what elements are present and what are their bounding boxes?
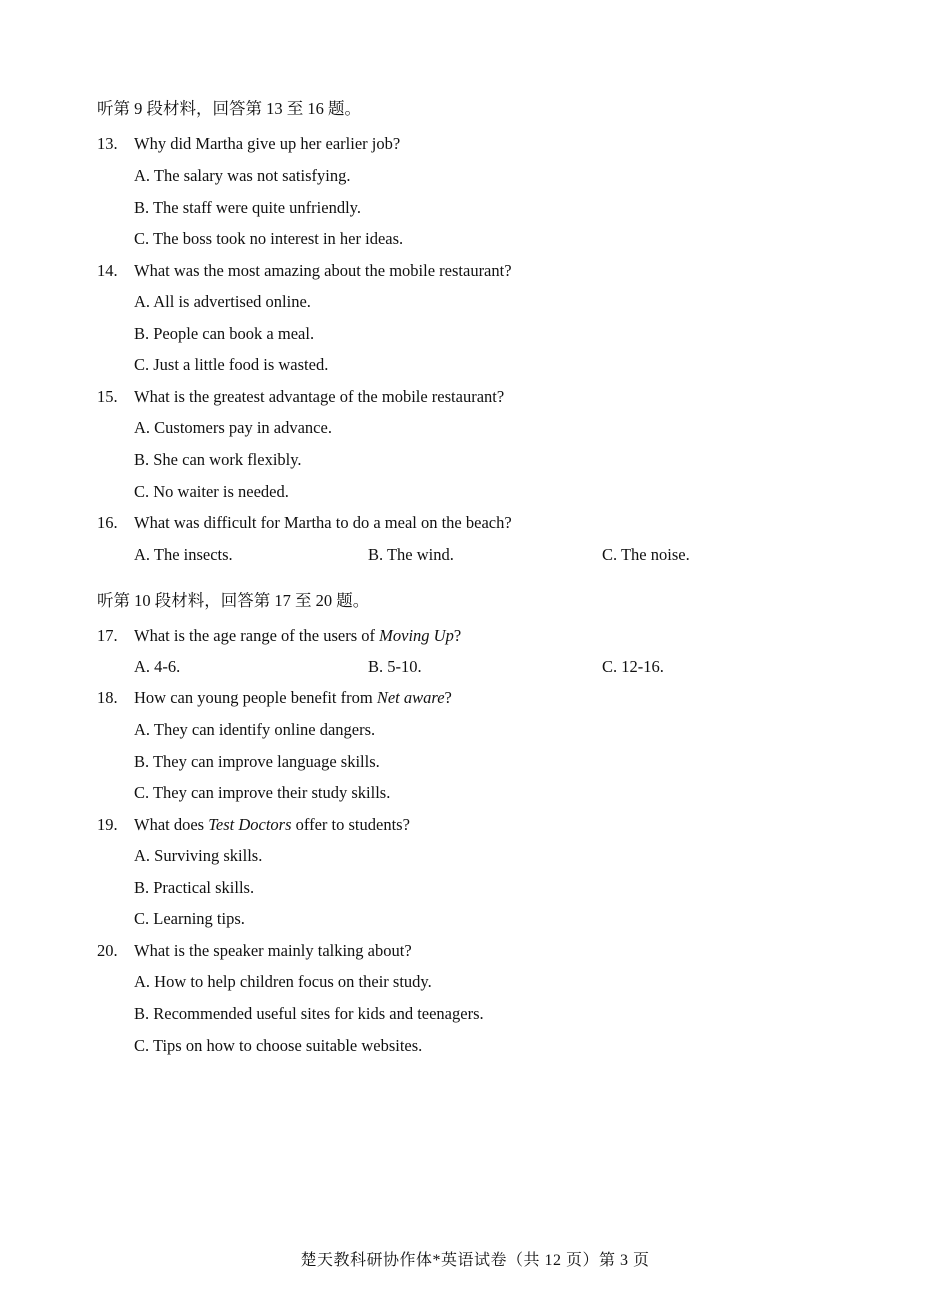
option-b: B. Practical skills. <box>134 878 255 897</box>
stem-title: Test Doctors <box>208 815 292 834</box>
option-b: B. People can book a meal. <box>134 324 315 343</box>
option-c: C. The boss took no interest in her ideas. <box>134 229 404 248</box>
question-number: 16. <box>97 513 118 532</box>
question-stem <box>134 815 410 835</box>
stem-text: How can young people benefit from <box>134 688 377 707</box>
question-stem: What is the greatest advantage of the mobile restaurant? <box>134 387 505 406</box>
option-c: C. The noise. <box>602 545 690 564</box>
option-a: A. Surviving skills. <box>134 846 263 865</box>
option-c: C. Learning tips. <box>134 909 245 928</box>
stem-title: Moving Up <box>379 626 454 645</box>
stem-text: ? <box>444 688 452 707</box>
stem-title: Net aware <box>376 688 445 707</box>
option-a: A. The salary was not satisfying. <box>134 166 351 185</box>
question-number: 18. <box>97 688 118 707</box>
page-footer: 楚天教科研协作体*英语试卷（共 12 页）第 3 页 <box>300 1252 650 1269</box>
option-c: C. No waiter is needed. <box>134 482 289 501</box>
question-stem <box>134 626 461 646</box>
stem-text: What is the age range of the users of <box>134 626 380 645</box>
option-c: C. Just a little food is wasted. <box>134 355 329 374</box>
question-stem <box>134 688 452 708</box>
stem-text: offer to students? <box>291 815 410 834</box>
option-b: B. 5-10. <box>368 657 422 676</box>
option-c: C. They can improve their study skills. <box>134 783 391 802</box>
option-a: A. All is advertised online. <box>134 292 311 311</box>
question-stem: What was the most amazing about the mobile restaurant? <box>134 261 512 280</box>
section-9-header: 听第 9 段材料，回答第 13 至 16 题。 <box>97 99 361 118</box>
option-a: A. They can identify online dangers. <box>134 720 376 739</box>
question-stem: Why did Martha give up her earlier job? <box>134 134 401 153</box>
option-b: B. Recommended useful sites for kids and teenagers. <box>134 1004 484 1023</box>
question-number: 17. <box>97 626 118 645</box>
option-b: B. They can improve language skills. <box>134 752 380 771</box>
question-stem: What was difficult for Martha to do a meal on the beach? <box>134 513 512 532</box>
option-b: B. The staff were quite unfriendly. <box>134 198 361 217</box>
option-c: C. 12-16. <box>602 657 664 676</box>
option-a: A. The insects. <box>134 545 233 564</box>
option-b: B. She can work flexibly. <box>134 450 302 469</box>
question-number: 13. <box>97 134 118 153</box>
stem-text: What does <box>134 815 209 834</box>
question-number: 14. <box>97 261 118 280</box>
question-number: 19. <box>97 815 118 834</box>
option-c: C. Tips on how to choose suitable websites. <box>134 1036 423 1055</box>
question-number: 15. <box>97 387 118 406</box>
option-a: A. 4-6. <box>134 657 181 676</box>
stem-text: ? <box>453 626 462 645</box>
option-a: A. Customers pay in advance. <box>134 418 332 437</box>
option-b: B. The wind. <box>368 545 454 564</box>
section-10-header: 听第 10 段材料，回答第 17 至 20 题。 <box>97 591 370 610</box>
option-a: A. How to help children focus on their study. <box>134 972 432 991</box>
question-stem: What is the speaker mainly talking about? <box>134 941 412 960</box>
question-number: 20. <box>97 941 118 960</box>
